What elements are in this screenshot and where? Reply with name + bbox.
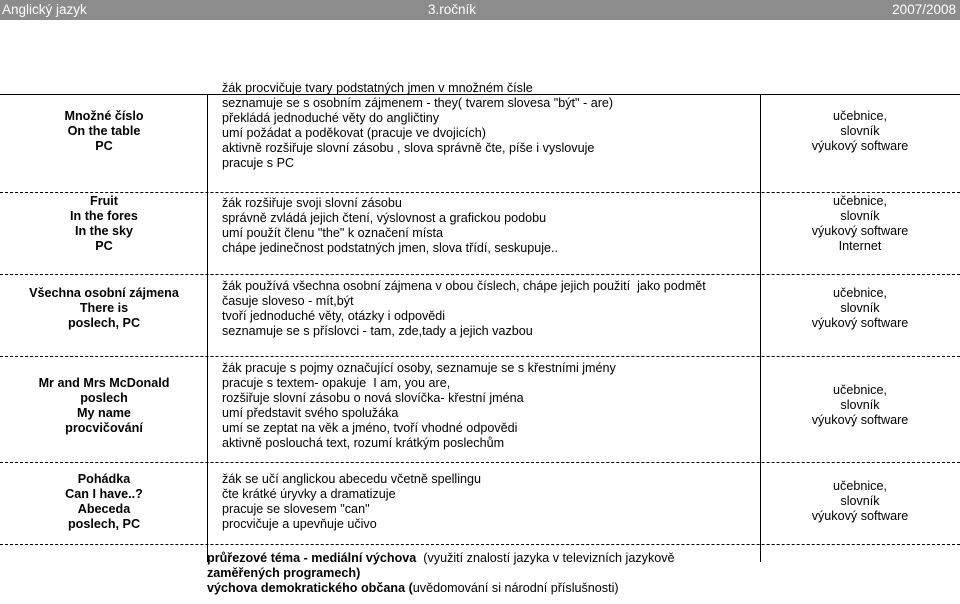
resource-line: Internet bbox=[838, 239, 882, 253]
topic-line: Abeceda bbox=[77, 502, 131, 516]
outcome-line: žák pracuje s pojmy označující osoby, seznamuje se s křestními jmény bbox=[222, 361, 616, 375]
media-education-detail: (využití znalostí jazyka v televizních jazykově bbox=[416, 551, 675, 565]
resource-line: slovník bbox=[840, 301, 880, 315]
row-divider bbox=[0, 192, 960, 193]
subject-label: Anglický jazyk bbox=[2, 2, 87, 17]
resource-line: výukový software bbox=[811, 413, 909, 427]
topic-line: In the sky bbox=[74, 224, 134, 238]
school-year-label: 2007/2008 bbox=[892, 2, 956, 17]
outcome-line: pracuje se slovesem "can" bbox=[222, 502, 370, 516]
topic-cell bbox=[0, 472, 208, 532]
outcomes-cell bbox=[222, 81, 762, 171]
citizenship-label: výchova demokratického občana ( bbox=[207, 581, 413, 595]
topic-line: My name bbox=[77, 406, 131, 420]
outcomes-cell bbox=[222, 279, 762, 339]
footer-line-3 bbox=[207, 581, 675, 596]
row-divider bbox=[0, 274, 960, 275]
outcome-line: umí použít členu "the" k označení místa bbox=[222, 226, 444, 240]
topic-line: Mr and Mrs McDonald bbox=[38, 376, 170, 390]
resource-line: slovník bbox=[840, 398, 880, 412]
resource-line: slovník bbox=[840, 124, 880, 138]
topic-line: In the fores bbox=[70, 209, 138, 223]
outcomes-cell bbox=[222, 361, 762, 451]
topic-line: PC bbox=[95, 239, 113, 253]
topic-cell bbox=[0, 376, 208, 436]
topic-line: Množné číslo bbox=[64, 109, 144, 123]
resource-line: slovník bbox=[840, 494, 880, 508]
outcome-line: žák používá všechna osobní zájmena v obou číslech, chápe jejich použití jako podmět bbox=[222, 279, 706, 293]
citizenship-detail: uvědomování si národní příslušnosti) bbox=[412, 581, 619, 595]
outcome-line: umí představit svého spolužáka bbox=[222, 406, 399, 420]
resource-line: učebnice, bbox=[833, 286, 887, 300]
outcome-line: aktivně rozšiřuje slovní zásobu , slova správně čte, píše i vyslovuje bbox=[222, 141, 595, 155]
topic-line: Fruit bbox=[90, 194, 118, 208]
topic-line: poslech, PC bbox=[67, 316, 141, 330]
topic-cell bbox=[0, 286, 208, 331]
outcome-line: překládá jednoduché věty do angličtiny bbox=[222, 111, 440, 125]
outcome-line: pracuje s PC bbox=[222, 156, 295, 170]
resource-line: učebnice, bbox=[833, 479, 887, 493]
resource-line: učebnice, bbox=[833, 383, 887, 397]
footer-line-2: zaměřených programech) bbox=[207, 566, 361, 580]
resource-line: výukový software bbox=[811, 224, 909, 238]
topic-line: PC bbox=[95, 139, 113, 153]
outcome-line: seznamuje se s příslovci - tam, zde,tady a jejich vazbou bbox=[222, 324, 533, 338]
outcomes-cell bbox=[222, 196, 762, 256]
resource-line: výukový software bbox=[811, 316, 909, 330]
resources-cell bbox=[760, 286, 960, 331]
row-divider bbox=[0, 356, 960, 357]
topic-line: Can I have..? bbox=[65, 487, 143, 501]
topic-cell bbox=[0, 109, 208, 154]
resource-line: výukový software bbox=[811, 509, 909, 523]
topic-line: poslech, PC bbox=[67, 517, 141, 531]
media-education-label: průřezové téma - mediální výchova bbox=[207, 551, 417, 565]
row-divider bbox=[0, 462, 960, 463]
outcome-line: čte krátké úryvky a dramatizuje bbox=[222, 487, 396, 501]
resource-line: slovník bbox=[840, 209, 880, 223]
outcome-line: žák rozšiřuje svoji slovní zásobu bbox=[222, 196, 402, 210]
outcome-line: žák procvičuje tvary podstatných jmen v množném čísle bbox=[222, 81, 533, 95]
outcome-line: tvoří jednoduché věty, otázky i odpovědi bbox=[222, 309, 446, 323]
outcome-line: umí se zeptat na věk a jméno, tvoří vhodné odpovědi bbox=[222, 421, 518, 435]
outcome-line: správně zvládá jejich čtení, výslovnost a grafickou podobu bbox=[222, 211, 547, 225]
outcome-line: chápe jedinečnost podstatných jmen, slova třídí, seskupuje.. bbox=[222, 241, 559, 255]
page-header bbox=[0, 0, 960, 20]
outcome-line: rozšiřuje slovní zásobu o nová slovíčka- křestní jména bbox=[222, 391, 524, 405]
topic-line: poslech bbox=[80, 391, 128, 405]
topic-line: On the table bbox=[67, 124, 141, 138]
topic-line: Všechna osobní zájmena bbox=[29, 286, 179, 300]
resources-cell bbox=[760, 109, 960, 154]
resource-line: výukový software bbox=[811, 139, 909, 153]
outcome-line: procvičuje a upevňuje učivo bbox=[222, 517, 377, 531]
outcome-line: aktivně poslouchá text, rozumí krátkým poslechům bbox=[222, 436, 505, 450]
resources-cell bbox=[760, 194, 960, 254]
grade-label: 3.ročník bbox=[428, 2, 477, 17]
footer-line-1 bbox=[207, 551, 675, 566]
outcome-line: pracuje s textem- opakuje I am, you are, bbox=[222, 376, 451, 390]
topic-line: There is bbox=[79, 301, 129, 315]
outcome-line: žák se učí anglickou abecedu včetně spellingu bbox=[222, 472, 482, 486]
row-divider bbox=[0, 544, 960, 545]
resources-cell bbox=[760, 383, 960, 428]
outcomes-cell bbox=[222, 472, 762, 532]
topic-line: Pohádka bbox=[77, 472, 131, 486]
outcome-line: seznamuje se s osobním zájmenem - they( tvarem slovesa "být" - are) bbox=[222, 96, 614, 110]
outcome-line: umí požádat a poděkovat (pracuje ve dvojicích) bbox=[222, 126, 486, 140]
resource-line: učebnice, bbox=[833, 109, 887, 123]
cross-curricular-note bbox=[207, 551, 675, 596]
topic-line: procvičování bbox=[65, 421, 143, 435]
resource-line: učebnice, bbox=[833, 194, 887, 208]
topic-cell bbox=[0, 194, 208, 254]
resources-cell bbox=[760, 479, 960, 524]
outcome-line: časuje sloveso - mít,být bbox=[222, 294, 354, 308]
